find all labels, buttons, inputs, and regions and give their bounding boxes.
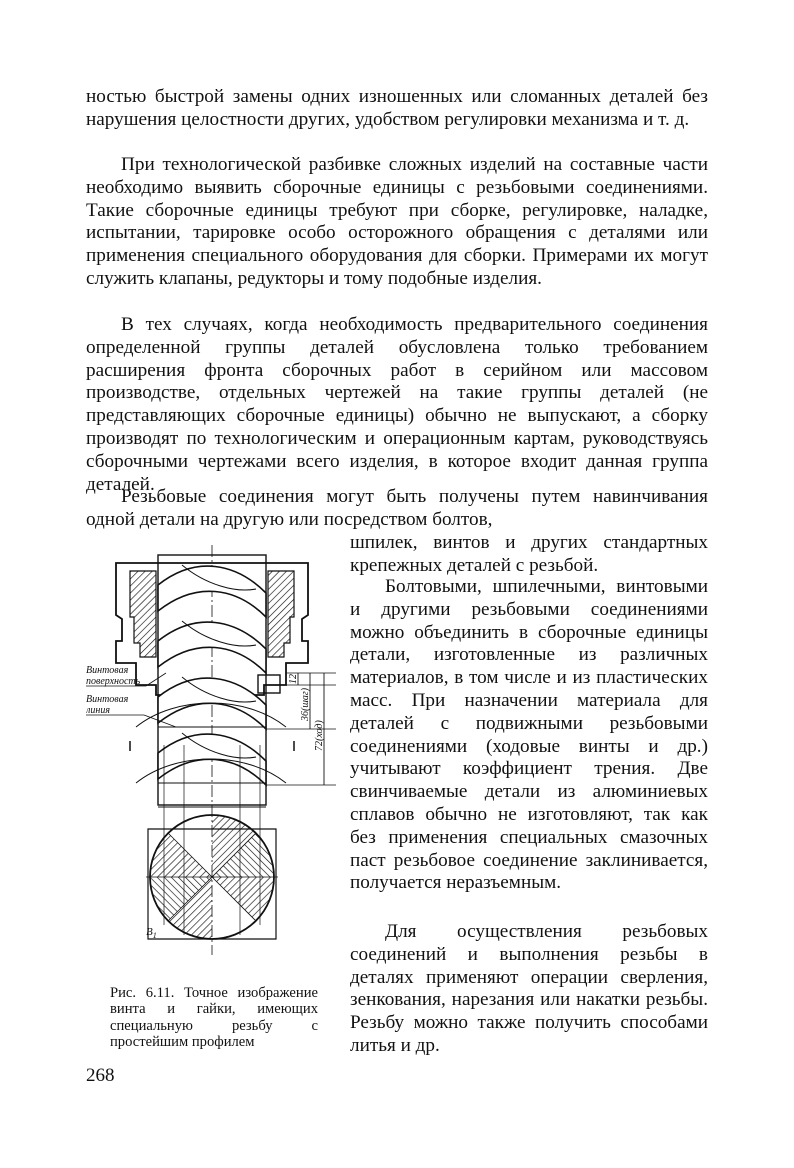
paragraph-preliminary-connection: В тех случаях, когда необходимость предварительного соединения определенной группы деталей обусловлена только требованием расширения фронта сборочных работ в серийном или массовом производстве, отдельных чертежей на такие группы деталей (не представляющих сборочные единицы) обычно не выпускают, а сборку производят по технологическим и операционным картам, руководствуясь сборочными чертежами всего изделия, в которое входит данная группа деталей. <box>86 314 708 495</box>
paragraph-fasteners-continuation: шпилек, винтов и других стандартных крепежных деталей с резьбой. <box>350 532 708 576</box>
paragraph-operations: Для осуществления резьбовых соединений и выполнения резьбы в деталях применяют операции сверления, зенкования, нарезания или накатки резьбы. Резьбу можно также получить способами литья и др. <box>350 921 708 1056</box>
figure-screw-and-nut <box>86 545 338 955</box>
screw-nut-drawing <box>86 545 338 955</box>
paragraph-technological-breakdown: При технологической разбивке сложных изделий на составные части необходимо выявить сборочные единицы с резьбовыми соединениями. Такие сборочные единицы требуют при сборке, регулировке, наладке, испытании, тарировке особо осторожного обращения с деталями или применения специального оборудования для сборки. Примерами их могут служить клапаны, редукторы и тому подобные изделия. <box>86 154 708 289</box>
end-view <box>146 815 278 940</box>
helical-surface-label-line2: поверхность <box>86 676 141 687</box>
dimension-72-lead: 72(ход) <box>314 720 325 751</box>
page-number: 268 <box>86 1065 115 1086</box>
figure-caption: Рис. 6.11. Точное изображение винта и гайки, имеющих специальную резьбу с простейшим профилем <box>110 985 318 1051</box>
paragraph-materials: Болтовыми, шпилечными, винтовыми и другими резьбовыми соединениями можно объединить в сборочные единицы детали, изготовленные из различных материалов, в том числе и из пластических масс. При назначении материала для деталей с подвижными резьбовыми соединениями (ходовые винты и др.) учитывают коэффициент трения. Две свинчиваемые детали из алюминиевых сплавов обычно не изготовляют, так как без применения специальных смазочных паст резьбовое соединение заклинивается, получается неразъемным. <box>350 576 708 894</box>
helical-line-label-line1: Винтовая <box>86 694 129 705</box>
dimension-12: 12 <box>288 674 299 684</box>
paragraph-threaded-connections-intro: Резьбовые соединения могут быть получены путем навинчивания одной детали на другую или посредством болтов, <box>86 486 708 530</box>
point-b1-label: $B_1$ <box>146 926 157 940</box>
helical-surface-label-line1: Винтовая <box>86 665 129 676</box>
dimension-36-pitch: 36(шаг) <box>300 687 311 721</box>
helical-line-label-line2: линия <box>86 705 110 716</box>
paragraph-continuation: ностью быстрой замены одних изношенных или сломанных деталей без нарушения целостности других, удобством регулировки механизма и т. д. <box>86 86 708 130</box>
